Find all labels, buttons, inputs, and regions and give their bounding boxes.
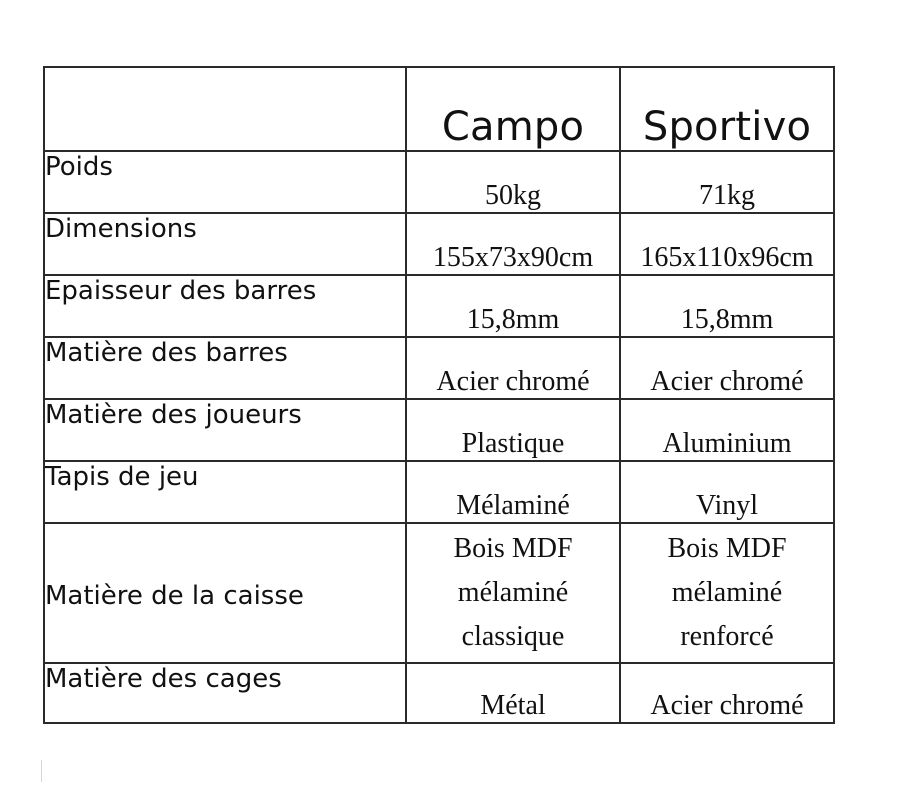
sportivo-value-line: Bois MDF: [667, 533, 787, 564]
sportivo-value-line: mélaminé: [671, 577, 783, 608]
page-edge-mark: [41, 760, 42, 782]
row-label: Matière des cages: [44, 663, 406, 723]
sportivo-value: Acier chromé: [620, 337, 834, 399]
table-row-matiere-caisse: [44, 523, 834, 663]
table-row-poids: [44, 151, 834, 213]
campo-value: 15,8mm: [406, 275, 620, 337]
sportivo-value: Acier chromé: [620, 663, 834, 723]
campo-value: 155x73x90cm: [406, 213, 620, 275]
table-row-epaisseur-barres: [44, 275, 834, 337]
sportivo-value: Vinyl: [620, 461, 834, 523]
row-label: Dimensions: [44, 213, 406, 275]
table-row-dimensions: [44, 213, 834, 275]
campo-value-line: mélaminé: [457, 577, 569, 608]
sportivo-value: [620, 523, 834, 663]
campo-value-line: classique: [461, 621, 565, 652]
table-row-matiere-barres: [44, 337, 834, 399]
campo-value: Métal: [406, 663, 620, 723]
sportivo-value: 71kg: [620, 151, 834, 213]
campo-value: Acier chromé: [406, 337, 620, 399]
campo-value: [406, 523, 620, 663]
table-row-tapis-jeu: [44, 461, 834, 523]
row-label: Poids: [44, 151, 406, 213]
row-label: Matière de la caisse: [44, 523, 406, 663]
column-header-campo: Campo: [406, 67, 620, 151]
table-header-row: [44, 67, 834, 151]
row-label: Matière des barres: [44, 337, 406, 399]
header-corner-cell: [44, 67, 406, 151]
table-row-matiere-joueurs: [44, 399, 834, 461]
campo-value: Mélaminé: [406, 461, 620, 523]
row-label: Tapis de jeu: [44, 461, 406, 523]
row-label: Epaisseur des barres: [44, 275, 406, 337]
row-label: Matière des joueurs: [44, 399, 406, 461]
campo-value: Plastique: [406, 399, 620, 461]
sportivo-value: 165x110x96cm: [620, 213, 834, 275]
campo-value: 50kg: [406, 151, 620, 213]
campo-value-line: Bois MDF: [453, 533, 573, 564]
sportivo-value: 15,8mm: [620, 275, 834, 337]
sportivo-value: Aluminium: [620, 399, 834, 461]
table-row-matiere-cages: [44, 663, 834, 723]
column-header-sportivo: Sportivo: [620, 67, 834, 151]
comparison-table: [43, 66, 835, 724]
sportivo-value-line: renforcé: [680, 621, 774, 652]
